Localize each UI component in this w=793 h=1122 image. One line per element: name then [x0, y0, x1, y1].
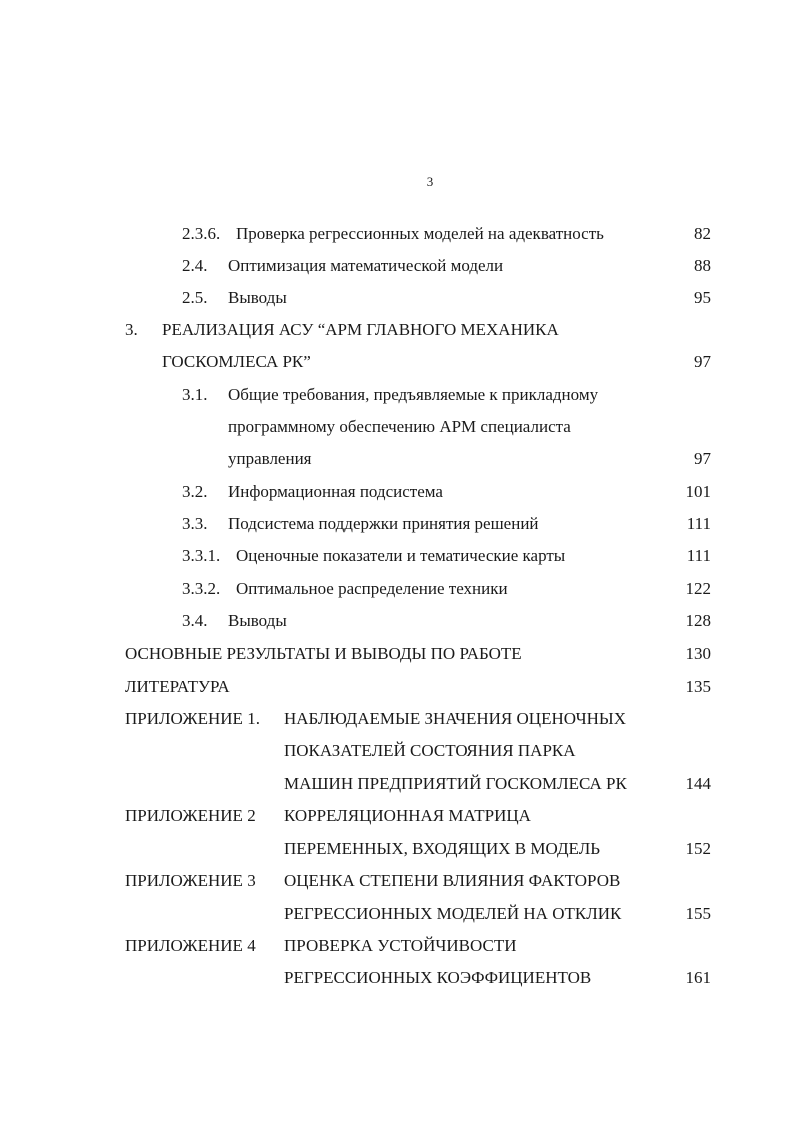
- toc-title: Выводы: [228, 611, 287, 630]
- toc-label: 2.3.6.: [182, 224, 221, 243]
- toc-title: Оптимизация математической модели: [228, 256, 504, 275]
- toc-label: 2.4.: [182, 256, 208, 275]
- toc-title: ОЦЕНКА СТЕПЕНИ ВЛИЯНИЯ ФАКТОРОВ: [284, 871, 621, 890]
- toc-page: 111: [686, 514, 711, 533]
- toc-page: 97: [694, 449, 711, 468]
- toc-title: Информационная подсистема: [228, 482, 443, 501]
- toc-label: 2.5.: [182, 288, 208, 307]
- toc-page: 155: [685, 904, 711, 923]
- toc-page: 130: [685, 644, 711, 663]
- toc-label: 3.4.: [182, 611, 208, 630]
- toc-label: 3.3.1.: [182, 546, 221, 565]
- toc-page: 95: [694, 288, 711, 307]
- toc-title: НАБЛЮДАЕМЫЕ ЗНАЧЕНИЯ ОЦЕНОЧНЫХ: [284, 709, 627, 728]
- toc-label: ПРИЛОЖЕНИЕ 4: [125, 936, 256, 955]
- toc-label: 3.2.: [182, 482, 208, 501]
- toc-title: КОРРЕЛЯЦИОННАЯ МАТРИЦА: [284, 806, 531, 825]
- toc-title: РЕГРЕССИОННЫХ КОЭФФИЦИЕНТОВ: [284, 968, 592, 987]
- toc-title: программному обеспечению АРМ специалиста: [228, 417, 571, 436]
- toc-label: 3.3.: [182, 514, 208, 533]
- toc-label: 3.1.: [182, 385, 208, 404]
- toc-label: ПРИЛОЖЕНИЕ 1.: [125, 709, 260, 728]
- toc-title: ОСНОВНЫЕ РЕЗУЛЬТАТЫ И ВЫВОДЫ ПО РАБОТЕ: [125, 644, 522, 663]
- toc-label: 3.: [125, 320, 138, 339]
- toc-title: Проверка регрессионных моделей на адекватность: [236, 224, 604, 243]
- toc-page: 82: [694, 224, 711, 243]
- toc-label: ПРИЛОЖЕНИЕ 3: [125, 871, 256, 890]
- toc-label: 3.3.2.: [182, 579, 221, 598]
- toc-label: ПРИЛОЖЕНИЕ 2: [125, 806, 256, 825]
- toc-title: Оптимальное распределение техники: [236, 579, 508, 598]
- toc-title: ПОКАЗАТЕЛЕЙ СОСТОЯНИЯ ПАРКА: [284, 741, 576, 760]
- toc-page: 144: [685, 774, 711, 793]
- toc-title: РЕАЛИЗАЦИЯ АСУ “АРМ ГЛАВНОГО МЕХАНИКА: [162, 320, 559, 339]
- toc-page: 128: [685, 611, 711, 630]
- toc-title: ПЕРЕМЕННЫХ, ВХОДЯЩИХ В МОДЕЛЬ: [284, 839, 600, 858]
- toc-title: Подсистема поддержки принятия решений: [228, 514, 539, 533]
- toc-title: Общие требования, предъявляемые к прикладному: [228, 385, 599, 404]
- toc-page: 97: [694, 352, 711, 371]
- toc-title: МАШИН ПРЕДПРИЯТИЙ ГОСКОМЛЕСА РК: [284, 774, 627, 793]
- toc-title: Оценочные показатели и тематические карты: [236, 546, 566, 565]
- toc-page: 152: [685, 839, 711, 858]
- toc-title: Выводы: [228, 288, 287, 307]
- toc-page: 161: [685, 968, 711, 987]
- toc-title: ПРОВЕРКА УСТОЙЧИВОСТИ: [284, 936, 517, 955]
- toc-title: управления: [228, 449, 312, 468]
- toc-page: 122: [685, 579, 711, 598]
- toc-page: 101: [685, 482, 711, 501]
- page-number: 3: [426, 174, 434, 189]
- toc-title: РЕГРЕССИОННЫХ МОДЕЛЕЙ НА ОТКЛИК: [284, 904, 622, 923]
- toc-title: ГОСКОМЛЕСА РК”: [162, 352, 311, 371]
- toc-page: 88: [694, 256, 711, 275]
- toc-page: 135: [685, 677, 711, 696]
- toc-title: ЛИТЕРАТУРА: [125, 677, 230, 696]
- toc-page: 111: [686, 546, 711, 565]
